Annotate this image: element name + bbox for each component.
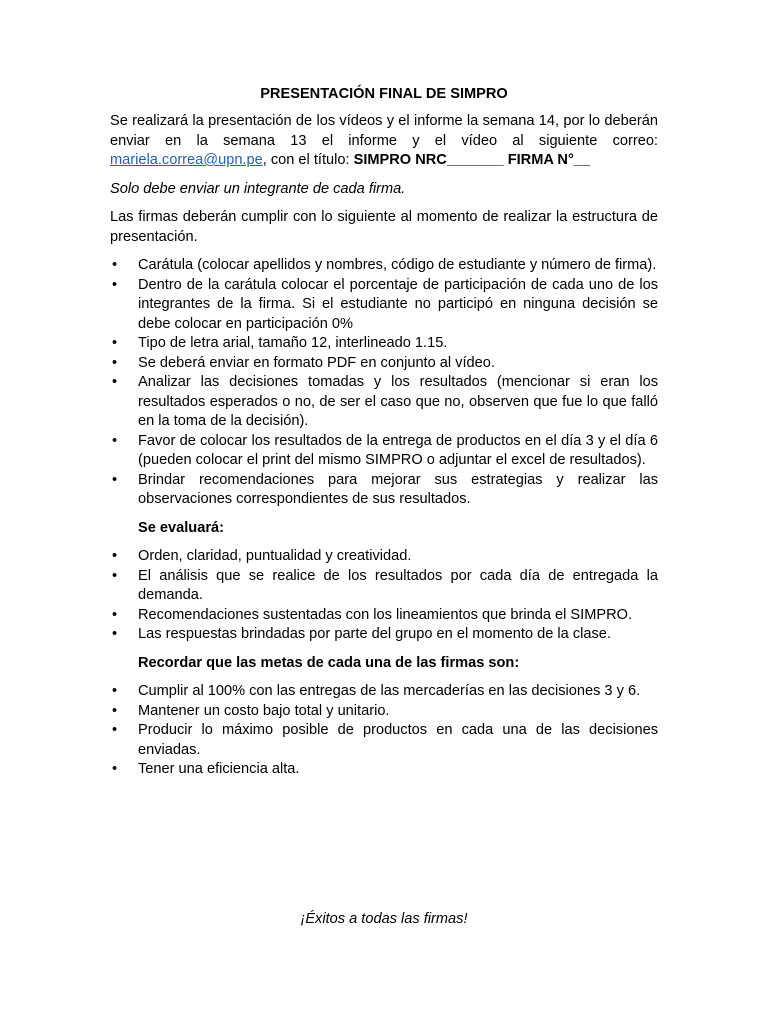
evaluation-list — [110, 547, 658, 645]
list-item-text: El análisis que se realice de los resultados por cada día de entregada la demanda. — [138, 567, 658, 603]
list-item-text: Carátula (colocar apellidos y nombres, código de estudiante y número de firma). — [138, 257, 657, 273]
list-item-text: Orden, claridad, puntualidad y creatividad. — [138, 548, 412, 564]
list-item — [110, 432, 658, 471]
bullet-icon: • — [112, 548, 118, 564]
bullet-icon: • — [112, 432, 118, 449]
list-item-text: Las respuestas brindadas por parte del grupo en el momento de la clase. — [138, 626, 611, 642]
list-item-text: Producir lo máximo posible de productos en cada una de las decisiones enviadas. — [138, 722, 658, 758]
closing-message: ¡Éxitos a todas las firmas! — [300, 911, 468, 927]
list-item-text: Tener una eficiencia alta. — [138, 761, 300, 777]
goals-list — [110, 682, 658, 780]
list-item — [110, 334, 658, 354]
list-item — [110, 256, 658, 276]
evaluation-heading: Se evaluará: — [138, 519, 224, 536]
bullet-icon: • — [112, 702, 118, 719]
intro-paragraph — [110, 112, 658, 171]
bullet-icon: • — [112, 257, 118, 273]
bullet-icon: • — [112, 606, 118, 623]
list-item-text: Cumplir al 100% con las entregas de las mercaderías en las decisiones 3 y 6. — [138, 683, 641, 699]
subject-format: SIMPRO NRC_______ FIRMA N°__ — [353, 152, 591, 168]
bullet-icon: • — [112, 335, 118, 351]
document-page — [110, 84, 658, 780]
list-item — [110, 721, 658, 760]
list-item — [110, 547, 658, 567]
list-item-text: Brindar recomendaciones para mejorar sus estrategias y realizar las observaciones correspondientes de sus resultados. — [138, 471, 658, 507]
list-item-text: Tipo de letra arial, tamaño 12, interlineado 1.15. — [138, 335, 448, 351]
bullet-icon: • — [112, 354, 118, 371]
list-item — [110, 373, 658, 432]
bullet-icon: • — [112, 471, 118, 488]
list-item — [110, 625, 658, 645]
bullet-icon: • — [112, 761, 118, 777]
goals-heading: Recordar que las metas de cada una de las firmas son: — [138, 654, 520, 671]
bullet-icon: • — [112, 683, 118, 699]
list-item-text: Dentro de la carátula colocar el porcentaje de participación de cada uno de los integrantes de la firma. Si el estudiante no participó en ninguna decisión se debe colocar en participación 0% — [138, 276, 658, 332]
list-item — [110, 760, 658, 780]
bullet-icon: • — [112, 567, 118, 584]
requirements-list — [110, 256, 658, 510]
list-item-text: Analizar las decisiones tomadas y los resultados (mencionar si eran los resultados esperados o no, de ser el caso que no, observen que fue lo que falló en la toma de la decisión). — [138, 374, 658, 429]
intro-title-text: , con el título: — [262, 152, 354, 168]
note-paragraph: Solo debe enviar un integrante de cada firma. — [110, 180, 406, 197]
list-item-text: Recomendaciones sustentadas con los lineamientos que brinda el SIMPRO. — [138, 606, 633, 623]
list-item-text: Mantener un costo bajo total y unitario. — [138, 702, 390, 719]
list-item — [110, 682, 658, 702]
list-item — [110, 471, 658, 510]
bullet-icon: • — [112, 374, 118, 390]
requirements-paragraph: Las firmas deberán cumplir con lo siguiente al momento de realizar la estructura de presentación. — [110, 209, 658, 245]
intro-text: Se realizará la presentación de los vídeos y el informe la semana 14, por lo deberán enviar en la semana 13 el informe y el vídeo al siguiente correo: — [110, 113, 658, 149]
list-item — [110, 354, 658, 374]
list-item-text: Se deberá enviar en formato PDF en conjunto al vídeo. — [138, 354, 495, 371]
document-title: PRESENTACIÓN FINAL DE SIMPRO — [260, 86, 508, 102]
bullet-icon: • — [112, 722, 118, 738]
list-item — [110, 606, 658, 626]
list-item-text: Favor de colocar los resultados de la entrega de productos en el día 3 y el día 6 (pueden colocar el print del mismo SIMPRO o adjuntar el excel de resultados). — [138, 432, 658, 468]
bullet-icon: • — [112, 626, 118, 642]
list-item — [110, 702, 658, 722]
list-item — [110, 276, 658, 335]
list-item — [110, 567, 658, 606]
bullet-icon: • — [112, 276, 118, 293]
email-link[interactable]: mariela.correa@upn.pe — [110, 152, 263, 168]
